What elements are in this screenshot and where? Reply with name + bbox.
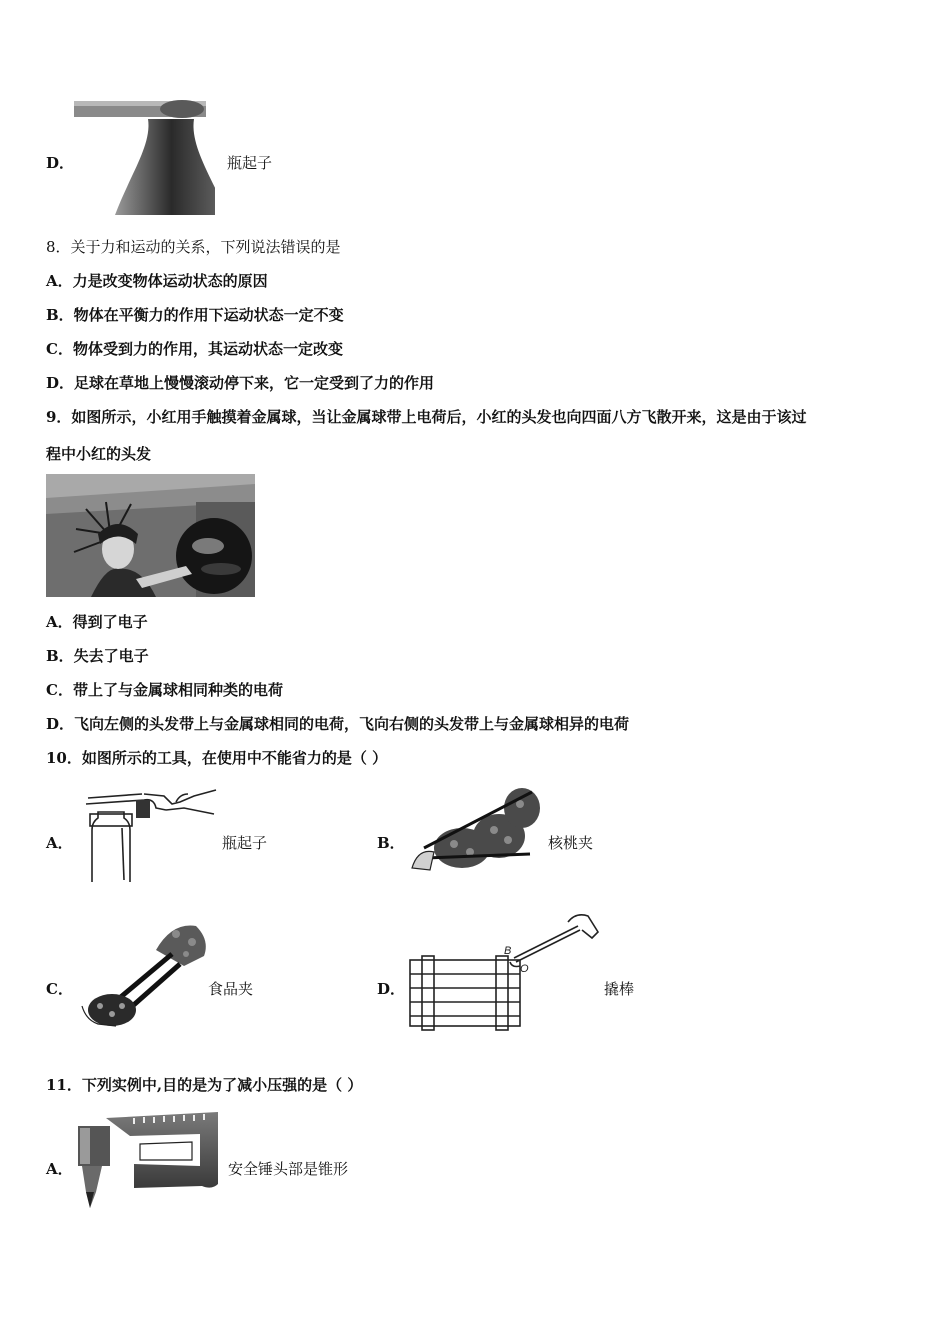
q9-option-d: D．飞向左侧的头发带上与金属球相同的电荷，飞向右侧的头发带上与金属球相异的电荷	[46, 715, 630, 733]
q10-food-tongs-figure	[76, 920, 208, 1032]
girl-touching-metal-ball-photo	[46, 474, 255, 597]
bottle-opener-figure	[70, 95, 215, 217]
crowbar-point-b-label: B	[504, 945, 512, 957]
q10-crowbar-crate-figure	[408, 908, 604, 1032]
q10-option-d-label: D．	[377, 980, 406, 998]
q11-option-a-caption: 安全锤头部是锥形	[228, 1160, 349, 1178]
q8-option-a: A．力是改变物体运动状态的原因	[46, 272, 268, 290]
q10-option-d-caption: 撬棒	[604, 980, 635, 998]
crowbar-point-o-label: O	[520, 963, 529, 975]
q10-option-a-label: A．	[46, 834, 73, 852]
q7-option-d-label: D．	[46, 154, 75, 172]
q10-option-c-caption: 食品夹	[208, 980, 254, 998]
q9-stem-line1: 9．如图所示，小红用手触摸着金属球，当让金属球带上电荷后，小红的头发也向四面八方飞散开来，这是由于该过	[46, 408, 807, 426]
q11-stem: 11．下列实例中,目的是为了减小压强的是（ ）	[46, 1076, 363, 1094]
safety-hammer-figure	[72, 1108, 222, 1214]
q8-stem: 8．关于力和运动的关系，下列说法错误的是	[46, 238, 341, 256]
q9-option-b: B．失去了电子	[46, 647, 149, 665]
q10-option-c-label: C．	[46, 980, 73, 998]
q10-nutcracker-figure	[404, 778, 546, 882]
q10-option-b-caption: 核桃夹	[548, 834, 594, 852]
q9-option-c: C．带上了与金属球相同种类的电荷	[46, 681, 283, 699]
q9-option-a: A．得到了电子	[46, 613, 148, 631]
q9-stem-line2: 程中小红的头发	[46, 445, 152, 463]
q10-option-b-label: B．	[377, 834, 405, 852]
q10-option-a-caption: 瓶起子	[222, 834, 268, 852]
q8-option-c: C．物体受到力的作用，其运动状态一定改变	[46, 340, 343, 358]
q11-option-a-label: A．	[46, 1160, 73, 1178]
q8-option-d: D．足球在草地上慢慢滚动停下来，它一定受到了力的作用	[46, 374, 435, 392]
q10-stem: 10．如图所示的工具，在使用中不能省力的是（ ）	[46, 749, 388, 767]
q10-bottle-opener-figure	[84, 780, 219, 884]
q7-option-d-caption: 瓶起子	[227, 154, 273, 172]
q8-option-b: B．物体在平衡力的作用下运动状态一定不变	[46, 306, 344, 324]
